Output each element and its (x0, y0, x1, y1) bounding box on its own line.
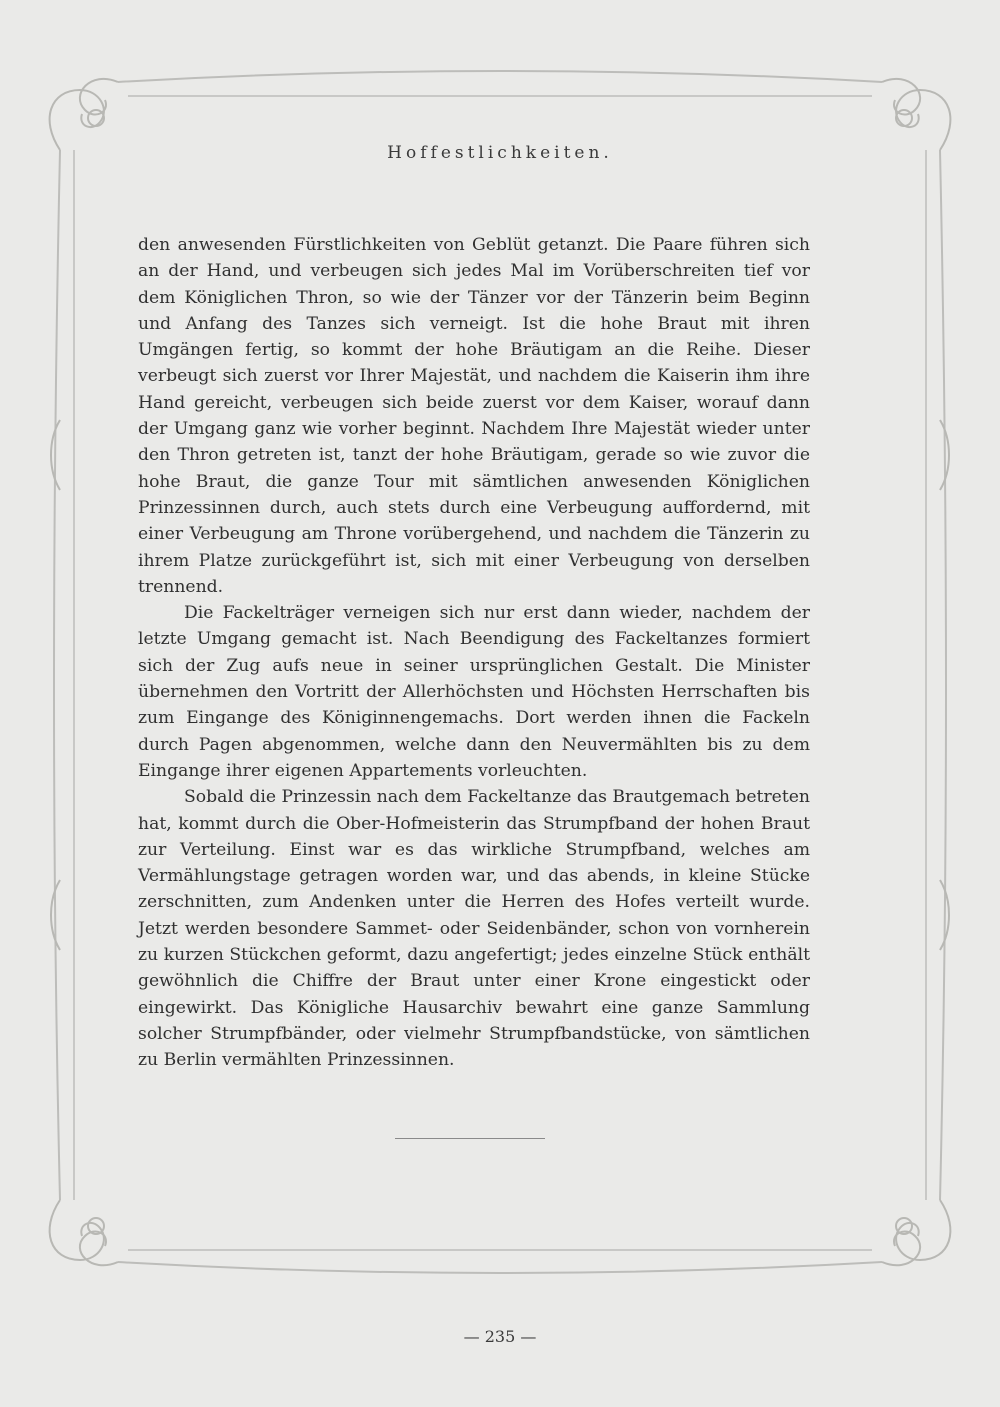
paragraph-2: Die Fackelträger verneigen sich nur erst dann wieder, nachdem der letzte Umgang gemacht ist. Nach Beendigung des Fackeltanzes formiert sich der Zug aufs neue in seiner ursprünglichen Gestalt. Die Minister übernehmen den Vortritt der Allerhöchsten und Höchsten Herrschaften bis zum Eingange des Königinnengemachs. Dort werden ihnen die Fackeln durch Pagen abgenommen, welche dann den Neuvermählten bis zu dem Eingange ihrer eigenen Appartements vorleuchten. (138, 603, 810, 781)
paragraph-1: den anwesenden Fürstlichkeiten von Geblüt getanzt. Die Paare führen sich an der Hand, und verbeugen sich jedes Mal im Vorüberschreiten tief vor dem Königlichen Thron, so wie der Tänzer vor der Tänzerin beim Beginn und Anfang des Tanzes sich verneigt. Ist die hohe Braut mit ihren Umgängen fertig, so kommt der hohe Bräutigam an die Reihe. Dieser verbeugt sich zuerst vor Ihrer Majestät, und nachdem die Kaiserin ihm ihre Hand gereicht, verbeugen sich beide zuerst vor dem Kaiser, worauf dann der Umgang ganz wie vorher beginnt. Nachdem Ihre Majestät wieder unter den Thron getreten ist, tanzt der hohe Bräutigam, gerade so wie zuvor die hohe Braut, die ganze Tour mit sämtlichen anwesenden Königlichen Prinzessinnen durch, auch stets durch eine Verbeugung auffordernd, mit einer Verbeugung am Throne vorübergehend, und nachdem die Tänzerin zu ihrem Platze zurückgeführt ist, sich mit einer Verbeugung von derselben trennend. (138, 235, 810, 597)
running-head: Hoffestlichkeiten. (387, 143, 613, 163)
paragraph-3: Sobald die Prinzessin nach dem Fackeltanze das Brautgemach betreten hat, kommt durch die Ober-Hofmeisterin das Strumpfband der hohen Braut zur Verteilung. Einst war es das wirkliche Strumpfband, welches am Vermählungstage getragen worden war, und das abends, in kleine Stücke zerschnitten, zum Andenken unter die Herren des Hofes verteilt wurde. Jetzt werden besondere Sammet- oder Seidenbänder, schon von vornherein zu kurzen Stückchen geformt, dazu angefertigt; jedes einzelne Stück enthält gewöhnlich die Chiffre der Braut unter einer Krone eingestickt oder eingewirkt. Das Königliche Hausarchiv bewahrt eine ganze Sammlung solcher Strumpfbänder, oder vielmehr Strumpfbandstücke, von sämtlichen zu Berlin vermählten Prinzessinnen. (138, 787, 810, 1071)
page-number: — 235 — (463, 1327, 537, 1346)
end-rule (395, 1138, 545, 1139)
body-text (138, 232, 810, 1074)
